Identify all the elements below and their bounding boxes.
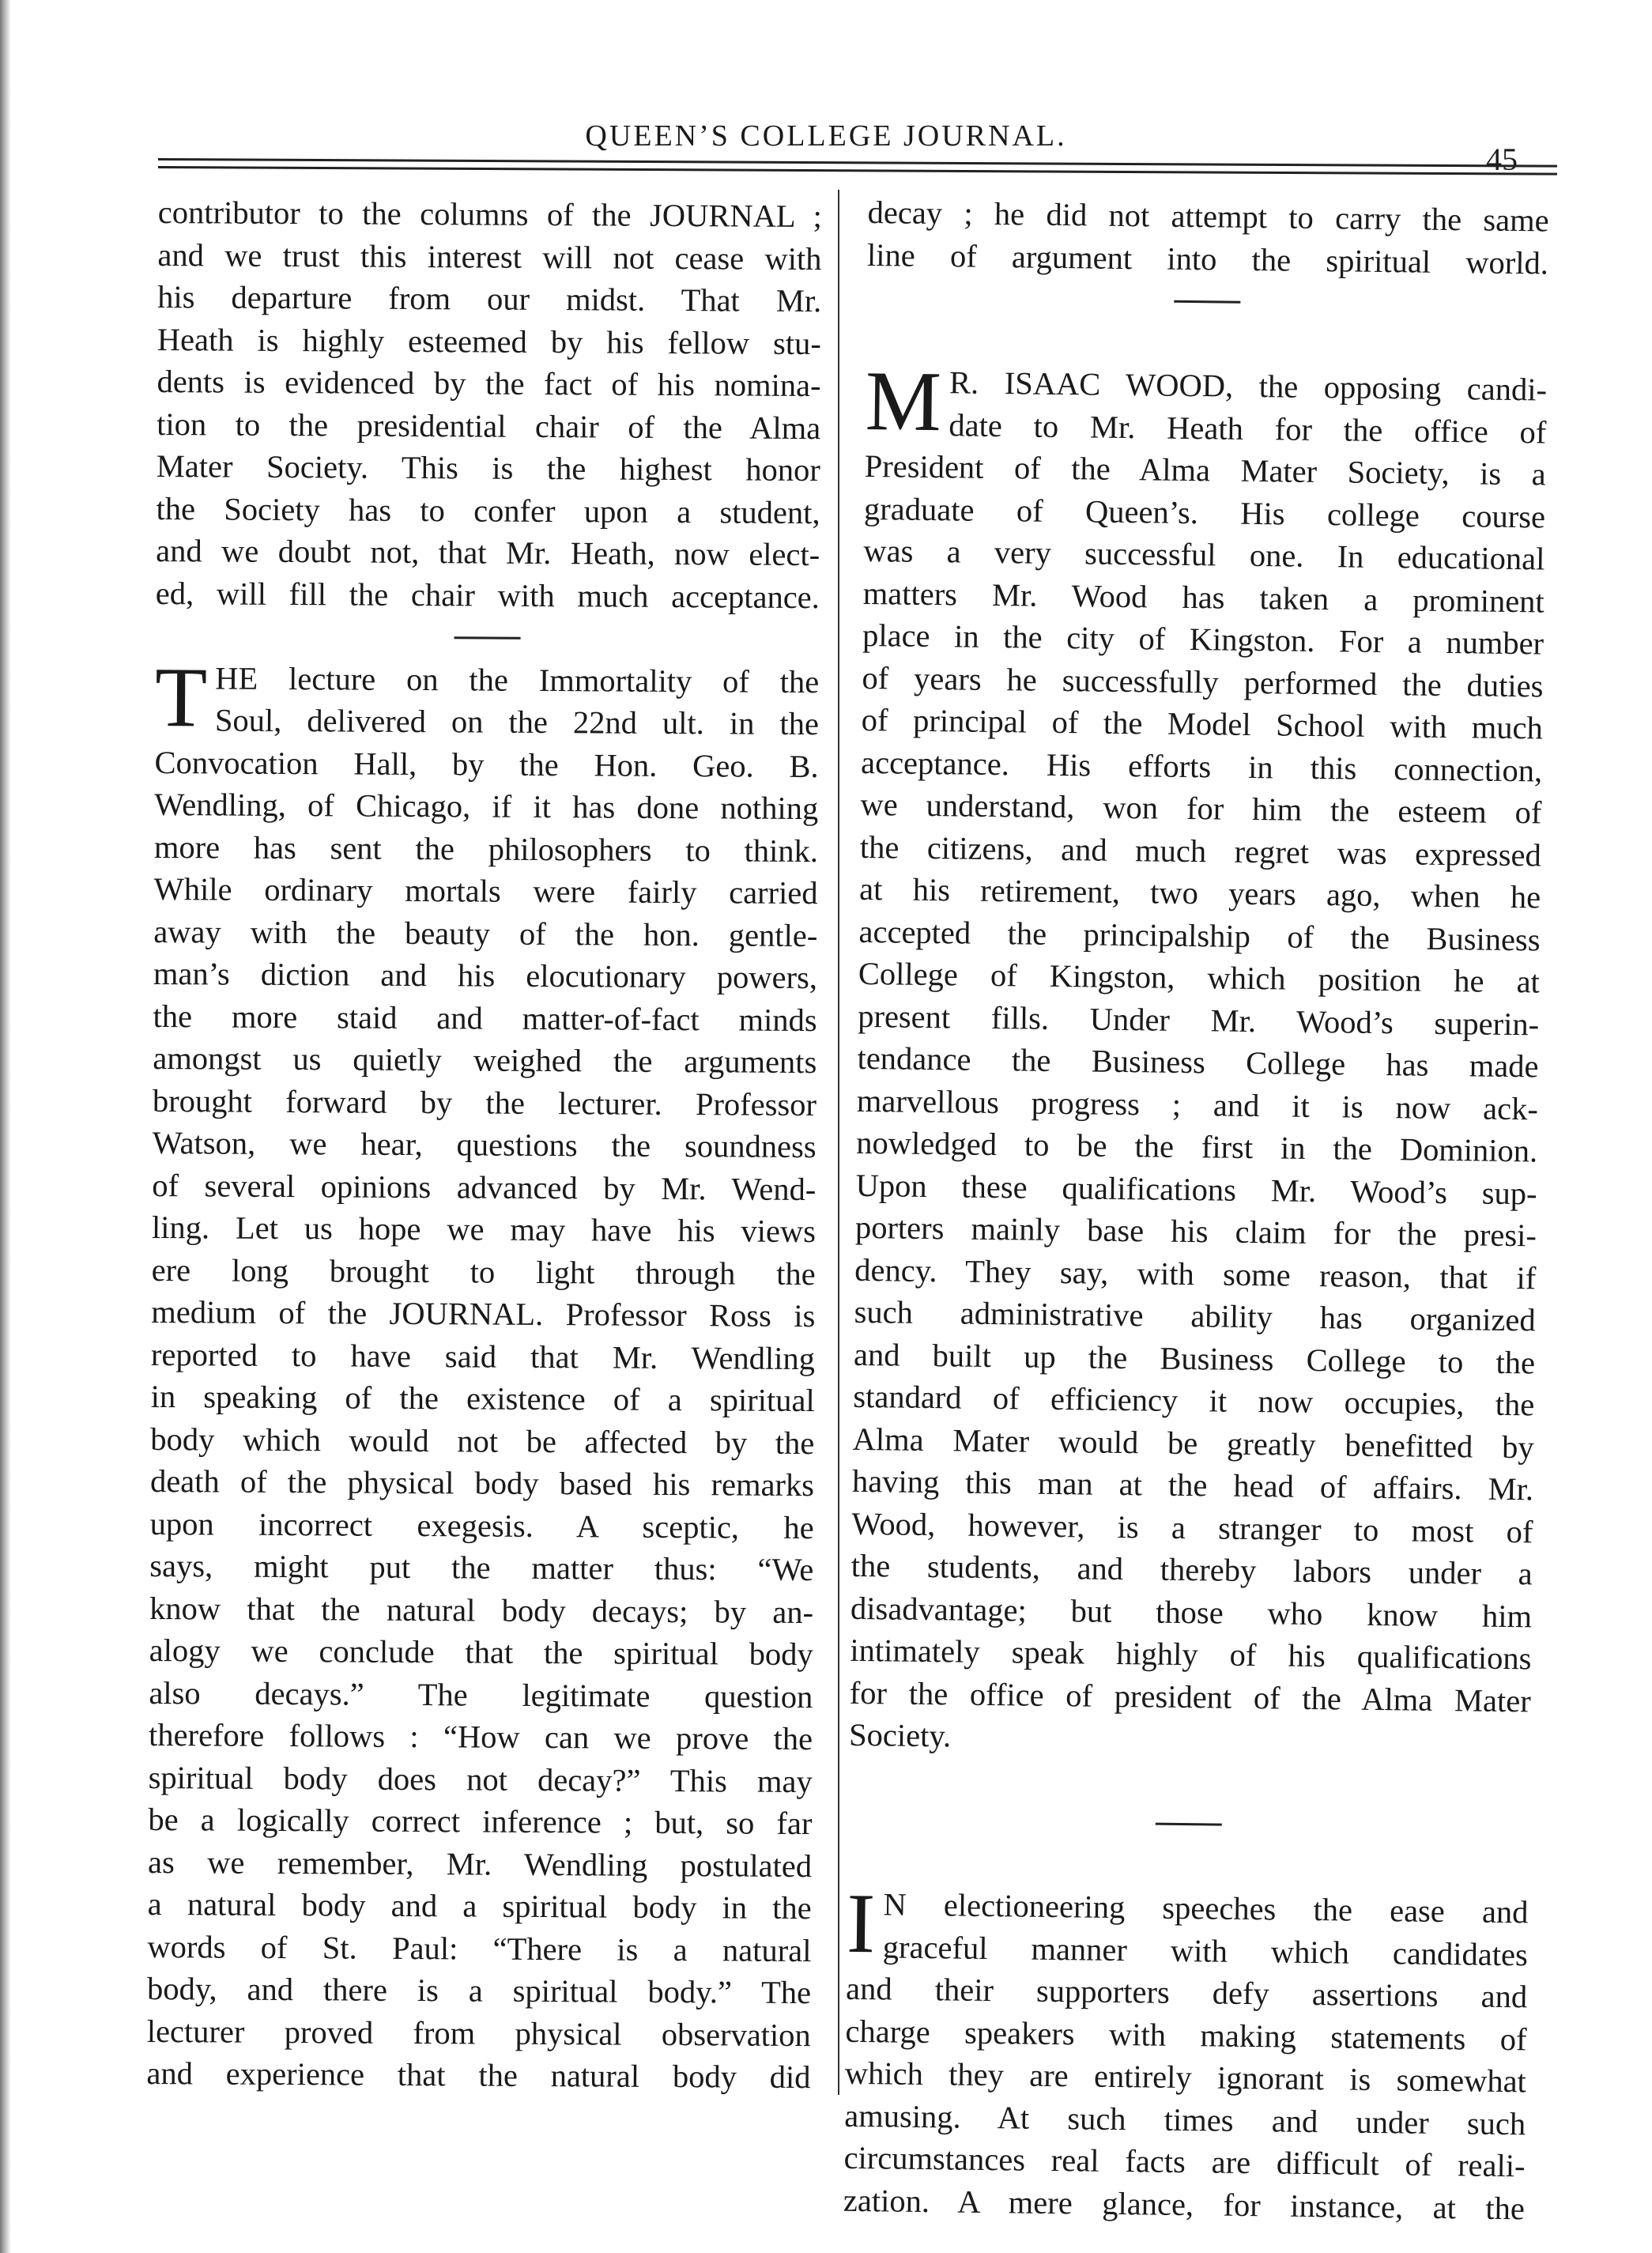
text-line: College of Kingston, which position he at (858, 955, 1541, 1000)
right-column (843, 191, 1549, 2229)
paragraph-isaac-wood (848, 353, 1548, 1764)
paragraph-electioneering (843, 1876, 1529, 2229)
text-line: While ordinary mortals were fairly carried (153, 870, 818, 911)
text-line: charge speakers with making statements of (845, 2013, 1527, 2057)
text-line: says, might put the matter thus: “We (149, 1547, 814, 1588)
drop-cap: I (846, 1876, 876, 1972)
text-line: intimately speak highly of his qualifications (850, 1632, 1532, 1677)
text-line: tion to the presidential chair of the Alma (157, 406, 821, 446)
text-line: and built up the Business College to the (853, 1336, 1536, 1380)
text-line: dents is evidenced by the fact of his nomina- (157, 363, 821, 404)
text-line: acceptance. His efforts in this connection, (860, 744, 1543, 788)
column-divider (838, 190, 839, 2095)
text-line: President of the Alma Mater Society, is a (864, 447, 1546, 492)
text-line: for the office of president of the Alma Mater (849, 1674, 1532, 1719)
text-line: zation. A mere glance, for instance, at the (843, 2182, 1526, 2226)
text-line: and we doubt not, that Mr. Heath, now elect- (156, 532, 820, 573)
section-separator (155, 614, 819, 661)
drop-cap: T (154, 650, 208, 745)
text-line: having this man at the head of affairs. Mr. (851, 1462, 1534, 1508)
text-line: the students, and thereby labors under a (851, 1547, 1533, 1592)
text-line: accepted the principalship of the Business (858, 913, 1541, 957)
text-line: line of argument into the spiritual world. (866, 236, 1549, 281)
text-line: upon incorrect exegesis. A sceptic, he (149, 1505, 814, 1545)
text-line: spiritual body does not decay?” This may (148, 1759, 813, 1799)
text-line: ed, will fill the chair with much acceptance. (155, 575, 820, 615)
text-line: we understand, won for him the esteem of (860, 786, 1542, 831)
text-line: lecturer proved from physical observation (146, 2013, 811, 2053)
text-line: tendance the Business College has made (857, 1040, 1539, 1085)
text-line: graduate of Queen’s. His college course (863, 490, 1546, 534)
text-line: the Society has to confer upon a student, (156, 490, 820, 530)
text-line: body which would not be affected by the (150, 1421, 815, 1461)
header-rule-top (158, 158, 1557, 168)
text-line: at his retirement, two years ago, when he (858, 870, 1541, 915)
text-line: the more staid and matter-of-fact minds (153, 998, 817, 1038)
text-line: ere long brought to light through the (151, 1251, 816, 1292)
text-line: porters mainly base his claim for the presi- (854, 1209, 1537, 1254)
text-line: such administrative ability has organized (854, 1293, 1536, 1338)
text-line: the citizens, and much regret was expressed (859, 828, 1542, 873)
text-line: Wood, however, is a stranger to most of (851, 1505, 1533, 1549)
text-line: matters Mr. Wood has taken a prominent (862, 575, 1545, 619)
text-line: his departure from our midst. That Mr. (157, 278, 822, 319)
text-line: and we trust this interest will not cease with (157, 236, 822, 277)
text-line: amongst us quietly weighed the arguments (153, 1040, 817, 1081)
text-line: of years he successfully performed the duties (862, 659, 1544, 704)
text-line: marvellous progress ; and it is now ack- (856, 1082, 1539, 1126)
text-line: amusing. At such times and under such (843, 2097, 1526, 2142)
text-line: a natural body and a spiritual body in the (147, 1885, 812, 1927)
text-line: of several opinions advanced by Mr. Wend- (152, 1167, 817, 1207)
text-line: circumstances real facts are difficult of reali- (843, 2139, 1526, 2184)
text-line: brought forward by the lecturer. Professor (152, 1082, 817, 1123)
text-line: was a very successful one. In educational (863, 532, 1545, 577)
text-line: in speaking of the existence of a spiritual (150, 1378, 815, 1419)
text-line: and experience that the natural body did (146, 2055, 811, 2096)
text-line: Alma Mater would be greatly benefitted by (852, 1421, 1534, 1465)
text-line: and their supporters defy assertions and (845, 1970, 1528, 2015)
paragraph-decay-continued (867, 191, 1549, 285)
text-line: Mater Society. This is the highest honor (156, 447, 820, 489)
drop-cap: M (865, 353, 942, 450)
text-line: body, and there is a spiritual body.” The (146, 1970, 812, 2011)
text-line: Wendling, of Chicago, if it has done nothing (154, 786, 819, 827)
text-line: medium of the JOURNAL. Professor Ross is (151, 1293, 816, 1334)
text-line: standard of efficiency it now occupies, the (853, 1378, 1535, 1423)
text-line: Society. (848, 1716, 952, 1754)
text-line: also decays.” The legitimate question (149, 1674, 813, 1715)
text-line: place in the city of Kingston. For a number (862, 617, 1545, 662)
section-separator (848, 1798, 1530, 1849)
text-line: alogy we conclude that the spiritual body (149, 1632, 813, 1673)
text-line: nowledged to be the first in the Dominion. (856, 1124, 1538, 1169)
text-line: Soul, delivered on the 22nd ult. in the (214, 702, 820, 742)
text-line: away with the beauty of the hon. gentle- (153, 913, 818, 953)
text-line: N electioneering speeches the ease and (883, 1886, 1529, 1930)
text-line: R. ISAAC WOOD, the opposing candi- (949, 364, 1548, 408)
text-line: death of the physical body based his remarks (149, 1462, 815, 1504)
text-line: Upon these qualifications Mr. Wood’s sup- (855, 1167, 1537, 1211)
text-line: man’s diction and his elocutionary powers, (153, 955, 818, 996)
text-line: dency. They say, with some reason, that if (854, 1251, 1537, 1296)
text-line: disadvantage; but those who know him (850, 1590, 1533, 1634)
left-column (146, 191, 822, 2099)
text-line: HE lecture on the Immortality of the (215, 659, 820, 700)
page-number: 45 (1486, 142, 1518, 177)
text-line: decay ; he did not attempt to carry the same (867, 194, 1549, 239)
section-separator (866, 276, 1548, 326)
running-head: QUEEN’S COLLEGE JOURNAL. (585, 119, 1067, 153)
binding-edge (0, 0, 11, 2253)
text-line: words of St. Paul: “There is a natural (147, 1928, 812, 1968)
text-line: present fills. Under Mr. Wood’s superin- (857, 998, 1540, 1042)
text-line: date to Mr. Heath for the office of (949, 406, 1547, 451)
paragraph-immortality-lecture (146, 650, 820, 2098)
text-line: Convocation Hall, by the Hon. Geo. B. (154, 744, 819, 784)
text-line: as we remember, Mr. Wendling postulated (147, 1844, 813, 1884)
text-line: graceful manner with which candidates (882, 1928, 1529, 1972)
text-line: Heath is highly esteemed by his fellow stu- (157, 321, 821, 361)
text-line: ling. Let us hope we may have his views (151, 1209, 817, 1250)
text-line: contributor to the columns of the JOURNAL ; (157, 194, 822, 235)
text-line: know that the natural body decays; by an- (149, 1590, 814, 1630)
text-line: therefore follows : “How can we prove the (148, 1716, 813, 1757)
text-line: more has sent the philosophers to think. (153, 828, 819, 869)
text-line: be a logically correct inference ; but, so far (148, 1801, 813, 1842)
text-line: of principal of the Model School with much (861, 701, 1544, 746)
paragraph-heath (156, 191, 822, 618)
text-line: Watson, we hear, questions the soundness (152, 1124, 817, 1165)
text-line: reported to have said that Mr. Wendling (150, 1336, 816, 1376)
header-rule-bottom (158, 166, 1557, 175)
text-line: which they are entirely ignorant is somewhat (844, 2055, 1527, 2100)
